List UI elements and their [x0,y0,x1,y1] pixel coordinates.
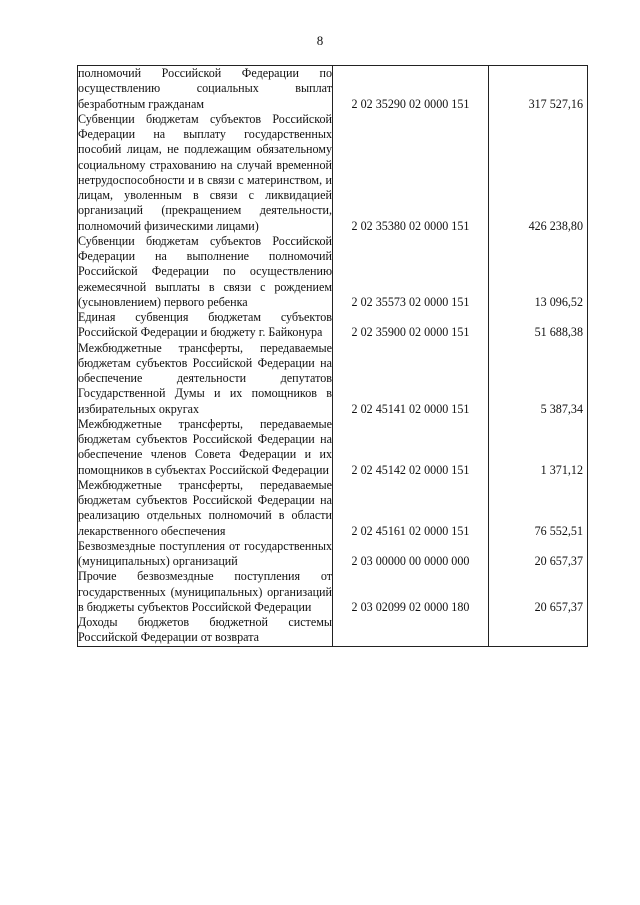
revenue-amount-cell: 20 657,37 [489,569,588,615]
revenue-amount-cell: 51 688,38 [489,310,588,341]
revenue-name-cell: Доходы бюджетов бюджетной системы Российской Федерации от возврата [78,615,332,645]
revenue-amount-cell: 20 657,37 [489,539,588,570]
revenue-code-cell: 2 02 35573 02 0000 151 [333,234,489,310]
revenue-code-cell: 2 02 45161 02 0000 151 [333,478,489,539]
revenue-amount-cell: 13 096,52 [489,234,588,310]
revenue-name-cell: Прочие безвозмездные поступления от государственных (муниципальных) организаций в бюджеты субъектов Российской Федерации [78,569,332,614]
revenue-name-cell: Межбюджетные трансферты, передаваемые бюджетам субъектов Российской Федерации на обеспечение членов Совета Федерации и их помощников в субъектах Российской Федерации [78,416,332,477]
revenue-table [77,65,588,647]
table-row [78,615,588,646]
revenue-code-cell: 2 03 00000 00 0000 000 [333,539,489,570]
table-row [78,539,588,570]
revenue-code-cell: 2 02 45142 02 0000 151 [333,417,489,478]
table-row [78,417,588,478]
revenue-name-cell: Безвозмездные поступления от государственных (муниципальных) организаций [78,538,332,568]
revenue-name-cell: Единая субвенция бюджетам субъектов Российской Федерации и бюджету г. Байконура [78,310,332,340]
revenue-amount-cell: 426 238,80 [489,112,588,234]
table-row [78,66,588,112]
revenue-code-cell: 2 02 35900 02 0000 151 [333,310,489,341]
revenue-code-cell: 2 02 35380 02 0000 151 [333,112,489,234]
revenue-name-cell: полномочий Российской Федерации по осуществлению социальных выплат безработным гражданам [78,66,332,111]
page-number: 8 [316,33,324,48]
revenue-amount-cell: 317 527,16 [489,66,588,112]
revenue-code-cell: 2 02 35290 02 0000 151 [333,66,489,112]
table-row [78,478,588,539]
revenue-code-cell: 2 02 45141 02 0000 151 [333,341,489,417]
table-row [78,341,588,417]
revenue-amount-cell: 5 387,34 [489,341,588,417]
revenue-code-cell [333,615,489,646]
revenue-amount-cell: 76 552,51 [489,478,588,539]
revenue-code-cell: 2 03 02099 02 0000 180 [333,569,489,615]
table-row [78,310,588,341]
table-row [78,112,588,234]
table-row [78,569,588,615]
revenue-name-cell: Межбюджетные трансферты, передаваемые бюджетам субъектов Российской Федерации на реализацию отдельных полномочий в области лекарственного обеспечения [78,477,332,538]
table-row [78,234,588,310]
revenue-amount-cell: 1 371,12 [489,417,588,478]
revenue-name-cell: Субвенции бюджетам субъектов Российской Федерации на выплату государственных пособий лицам, не подлежащим обязательному социальному страхованию на случай временной нетрудоспособности и в связи с материнством, и лицам, уволенным в связи с ликвидацией организаций (прекращением деятельности, полномочий физическими лицами) [78,111,332,233]
revenue-amount-cell [489,615,588,646]
revenue-name-cell: Межбюджетные трансферты, передаваемые бюджетам субъектов Российской Федерации на обеспечение деятельности депутатов Государственной Думы и их помощников в избирательных округах [78,340,332,416]
revenue-name-cell: Субвенции бюджетам субъектов Российской Федерации на выполнение полномочий Российской Федерации по осуществлению ежемесячной выплаты в связи с рождением (усыновлением) первого ребенка [78,233,332,309]
